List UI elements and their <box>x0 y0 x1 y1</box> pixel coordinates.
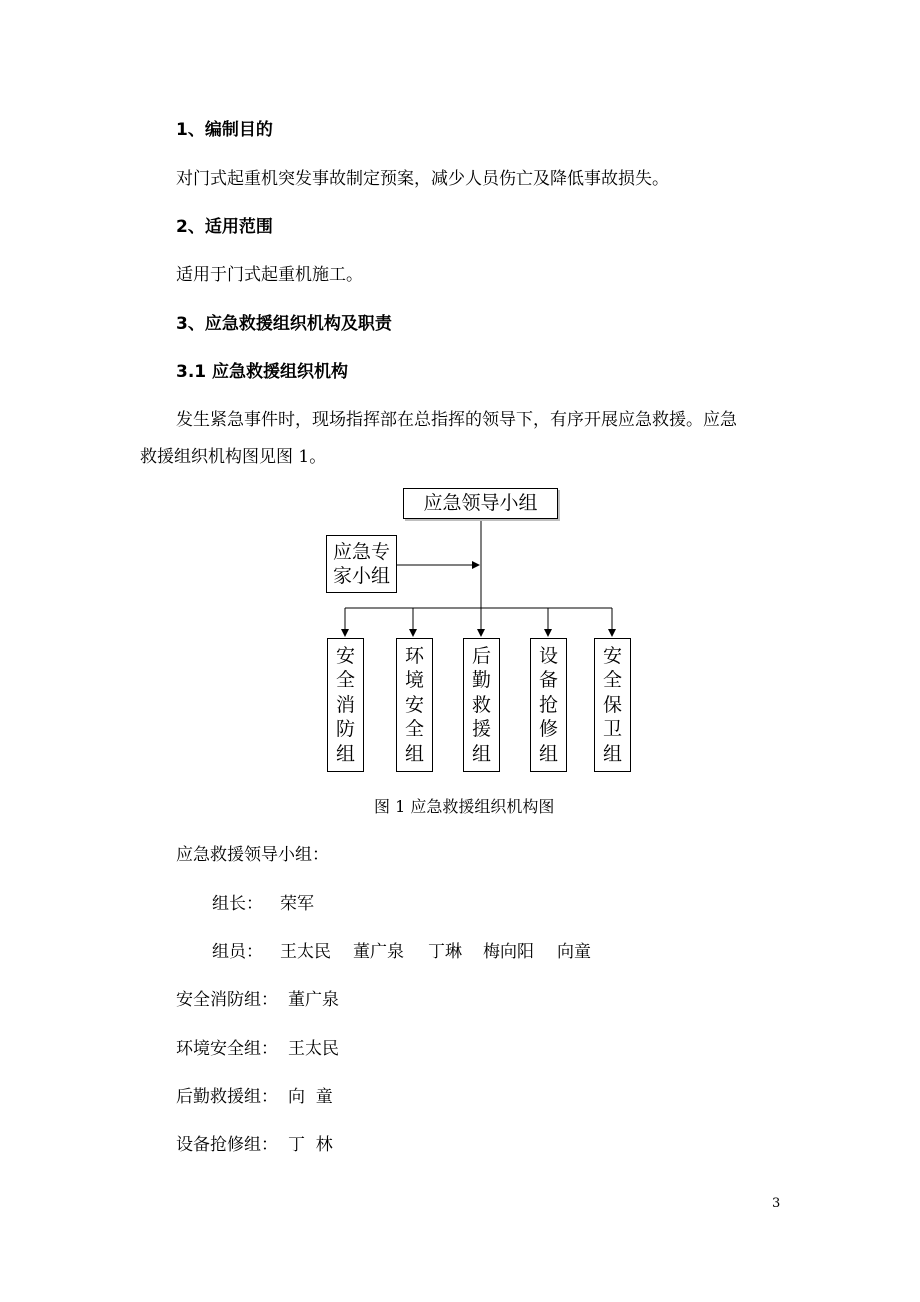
member-name: 梅向阳 <box>483 942 534 962</box>
group-4-name: 丁 林 <box>288 1135 333 1155</box>
org-box-logistics-rescue-group <box>463 638 500 772</box>
org-box-char: 备 <box>538 669 558 692</box>
org-box-char: 救 <box>471 693 491 716</box>
org-box-fire-safety-group <box>327 638 364 772</box>
org-box-char: 安 <box>602 644 622 667</box>
section-2-heading: 2、适用范围 <box>176 217 273 237</box>
org-box-char: 境 <box>404 669 424 692</box>
group-3-label: 后勤救援组： <box>176 1087 278 1107</box>
org-box-leadership-label: 应急领导小组 <box>423 492 538 515</box>
group-4-label: 设备抢修组： <box>176 1135 278 1155</box>
section-1-text: 对门式起重机突发事故制定预案，减少人员伤亡及降低事故损失。 <box>176 169 669 189</box>
section-3-1-heading: 3.1 应急救援组织机构 <box>176 362 349 382</box>
org-box-char: 援 <box>471 718 491 741</box>
org-box-char: 抢 <box>538 693 558 716</box>
org-box-security-group <box>594 638 631 772</box>
group-2-label: 环境安全组： <box>176 1039 278 1059</box>
group-3-name: 向 童 <box>288 1087 333 1107</box>
leader-name: 荣军 <box>280 894 314 914</box>
org-box-char: 组 <box>335 742 355 765</box>
member-name: 丁琳 <box>428 942 462 962</box>
org-box-char: 全 <box>335 669 355 692</box>
member-name: 董广泉 <box>353 942 404 962</box>
org-box-char: 设 <box>538 644 558 667</box>
org-box-char: 组 <box>602 742 622 765</box>
org-box-char: 修 <box>538 718 558 741</box>
org-box-char: 消 <box>335 693 355 716</box>
member-name: 向童 <box>557 942 591 962</box>
section-2-text: 适用于门式起重机施工。 <box>176 265 363 285</box>
org-box-expert-line1: 应急专 <box>332 540 390 563</box>
members-label: 组员： <box>212 942 263 962</box>
org-box-char: 后 <box>471 644 491 667</box>
section-3-1-text-line1: 发生紧急事件时，现场指挥部在总指挥的领导下，有序开展应急救援。应急 <box>176 410 737 430</box>
org-box-char: 安 <box>335 644 355 667</box>
section-3-heading: 3、应急救援组织机构及职责 <box>176 314 392 334</box>
figure-caption: 图 1 应急救援组织机构图 <box>374 797 555 816</box>
org-box-expert-line2: 家小组 <box>332 565 390 587</box>
org-box-char: 安 <box>404 693 424 716</box>
section-3-1-text-line2: 救援组织机构图见图 1。 <box>140 447 327 467</box>
page-number: 3 <box>772 1196 781 1211</box>
org-box-equipment-repair-group <box>530 638 567 772</box>
org-box-char: 组 <box>471 742 491 765</box>
org-box-char: 全 <box>404 718 424 741</box>
org-box-environment-safety-group <box>396 638 433 772</box>
member-name: 王太民 <box>280 942 331 962</box>
org-box-char: 保 <box>602 693 622 716</box>
org-box-char: 防 <box>335 718 355 741</box>
leader-label: 组长： <box>212 894 263 914</box>
org-box-char: 环 <box>404 644 424 667</box>
section-1-heading: 1、编制目的 <box>176 120 273 140</box>
group-1-label: 安全消防组： <box>176 990 278 1010</box>
group-2-name: 王太民 <box>288 1039 339 1059</box>
group-1-name: 董广泉 <box>288 990 339 1010</box>
leadership-title: 应急救援领导小组： <box>176 845 329 865</box>
org-box-char: 组 <box>404 742 424 765</box>
org-box-char: 勤 <box>471 669 491 692</box>
org-box-expert-group <box>326 535 397 593</box>
org-box-char: 组 <box>538 742 558 765</box>
org-box-leadership-group <box>403 488 558 519</box>
org-box-char: 卫 <box>602 718 622 741</box>
org-box-char: 全 <box>602 669 622 692</box>
